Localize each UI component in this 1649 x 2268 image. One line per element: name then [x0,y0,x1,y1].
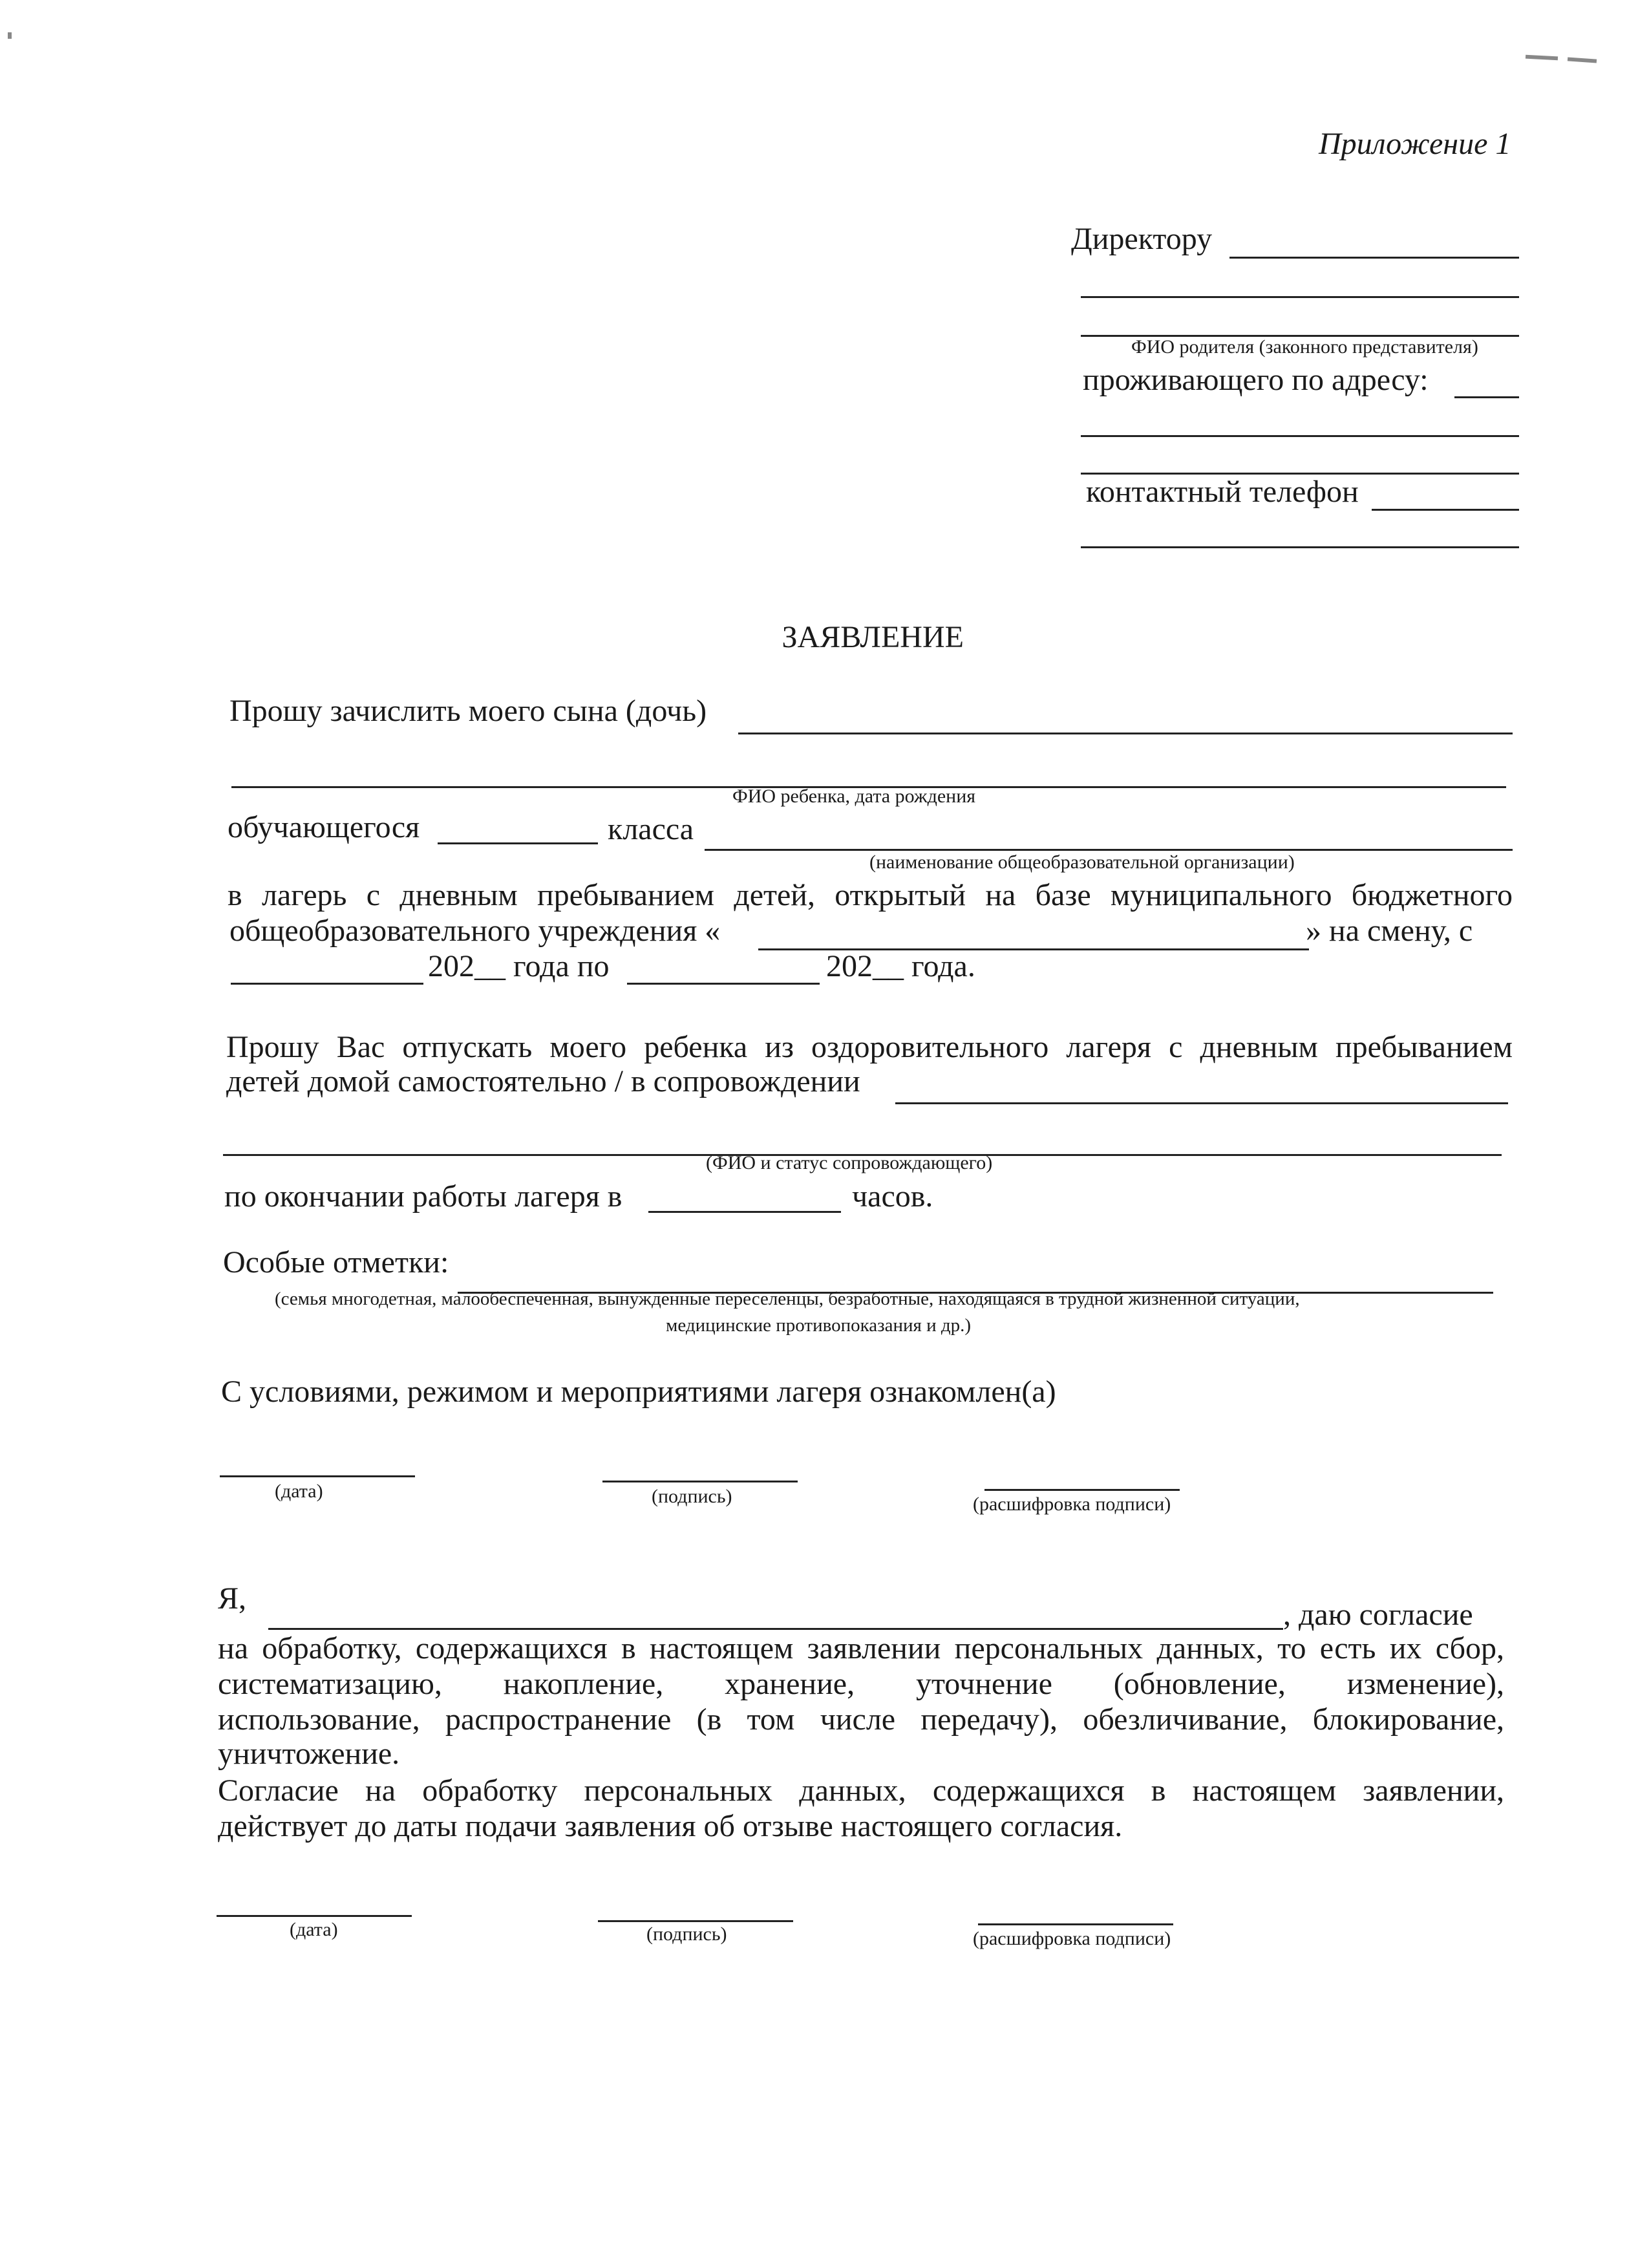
shift-label: » на смену, с [1306,914,1473,948]
appendix-label: Приложение 1 [1319,127,1511,161]
signature-caption-2: (подпись) [646,1923,727,1945]
notes-caption-2: медицинские противопоказания и др.) [666,1315,972,1336]
acquainted-text: С условиями, режимом и мероприятиями лагеря ознакомлен(а) [221,1375,1056,1409]
document-title: ЗАЯВЛЕНИЕ [782,620,964,654]
shift-end-year: 202__ года. [826,949,975,983]
phone-field[interactable] [1372,509,1519,511]
grade-label: класса [608,812,694,846]
child-caption: ФИО ребенка, дата рождения [732,786,976,807]
signature-field-1[interactable] [602,1481,798,1482]
decoding-caption-1: (расшифровка подписи) [973,1493,1171,1515]
scan-mark [1568,57,1597,63]
escort-field[interactable] [895,1102,1508,1104]
consent-name-field[interactable] [268,1628,1283,1630]
decoding-field-1[interactable] [984,1489,1180,1491]
consent-validity-line-2: действует до даты подачи заявления об отзыве настоящего согласия. [218,1809,1123,1843]
scan-mark [8,32,12,39]
camp-line: в лагерь с дневным пребыванием детей, открытый на базе муниципального бюджетного [228,878,1513,912]
shift-start-year: 202__ года по [428,949,610,983]
escort-caption: (ФИО и статус сопровождающего) [706,1152,993,1173]
address-label: проживающего по адресу: [1083,363,1429,397]
institution-label: общеобразовательного учреждения « [229,914,721,948]
date-field-2[interactable] [217,1915,412,1917]
consent-start: Я, [218,1581,247,1616]
end-time-field[interactable] [648,1211,841,1213]
org-caption: (наименование общеобразовательной организации) [869,851,1295,873]
date-field-1[interactable] [220,1475,415,1477]
decoding-caption-2: (расшифровка подписи) [973,1928,1171,1949]
director-field[interactable] [1229,257,1519,259]
signature-field-2[interactable] [598,1920,793,1922]
grade-field[interactable] [438,842,598,844]
consent-line-4: уничтожение. [218,1737,400,1771]
end-time-tail: часов. [852,1179,933,1214]
shift-start-field[interactable] [231,983,423,985]
director-label: Директору [1071,222,1213,256]
child-name-field[interactable] [738,733,1513,734]
director-field-line-2[interactable] [1081,296,1519,298]
consent-line-2: систематизацию, накопление, хранение, уточнение (обновление, изменение), [218,1667,1504,1701]
student-label: обучающегося [228,810,420,844]
enroll-label: Прошу зачислить моего сына (дочь) [229,694,707,728]
consent-validity-line-1: Согласие на обработку персональных данных, содержащихся в настоящем заявлении, [218,1773,1504,1808]
address-field[interactable] [1454,396,1519,398]
release-line-2: детей домой самостоятельно / в сопровождении [226,1064,860,1098]
school-name-field[interactable] [705,849,1513,851]
scan-mark [1526,55,1558,61]
notes-label: Особые отметки: [223,1245,449,1279]
parent-caption: ФИО родителя (законного представителя) [1131,336,1478,358]
date-caption-1: (дата) [275,1481,323,1502]
decoding-field-2[interactable] [978,1923,1173,1925]
notes-caption-1: (семья многодетная, малообеспеченная, вынужденные переселенцы, безработные, находящаяся в трудной жизненной ситуации, [275,1289,1300,1309]
consent-line-3: использование, распространение (в том числе передачу), обезличивание, блокирование, [218,1702,1504,1737]
signature-caption-1: (подпись) [652,1486,732,1507]
phone-field-line-2[interactable] [1081,546,1519,548]
consent-tail: , даю согласие [1283,1598,1473,1632]
address-field-line-2[interactable] [1081,435,1519,437]
date-caption-2: (дата) [290,1919,338,1940]
phone-label: контактный телефон [1086,475,1359,509]
release-line-1: Прошу Вас отпускать моего ребенка из оздоровительного лагеря с дневным пребыванием [226,1030,1513,1064]
shift-end-field[interactable] [627,983,820,985]
end-time-label: по окончании работы лагеря в [224,1179,622,1214]
consent-line-1: на обработку, содержащихся в настоящем заявлении персональных данных, то есть их сбор, [218,1631,1504,1665]
